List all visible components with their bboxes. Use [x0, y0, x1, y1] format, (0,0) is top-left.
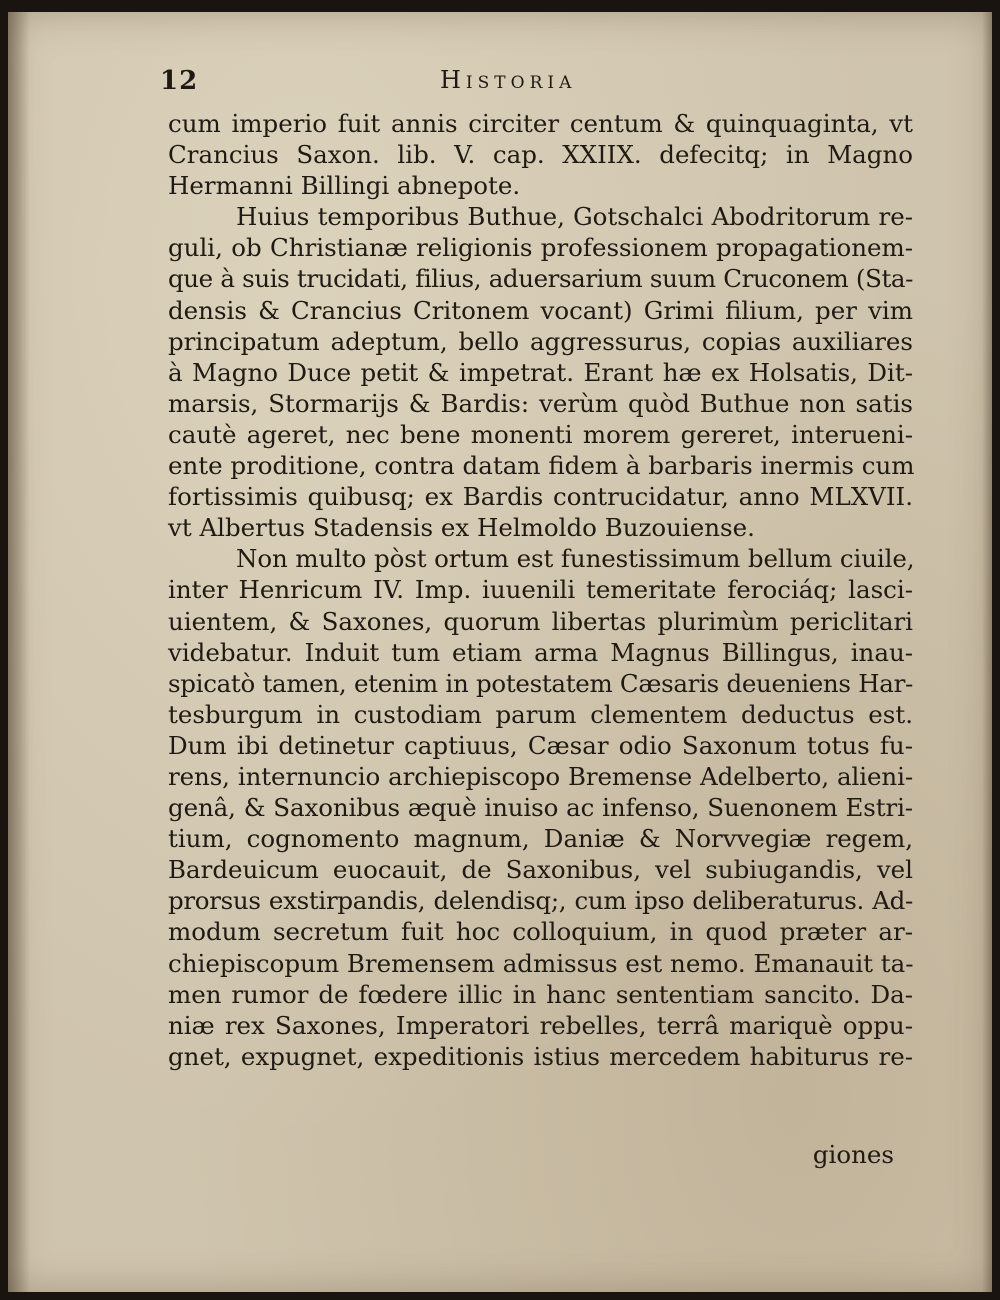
- text-line: guli, ob Christianæ religionis professionem propagationem-: [168, 233, 913, 263]
- text-line: chiepiscopum Bremensem admissus est nemo. Emanauit ta-: [168, 948, 914, 978]
- text-line: Hermanni Billingi abnepote.: [168, 171, 521, 201]
- text-line: Bardeuicum euocauit, de Saxonibus, vel subiugandis, vel: [168, 855, 913, 885]
- running-title: Historia: [440, 66, 577, 94]
- catchword: giones: [812, 1140, 894, 1169]
- text-line: spicatò tamen, etenim in potestatem Cæsaris deueniens Har-: [168, 668, 913, 698]
- text-line: prorsus exstirpandis, delendisq;, cum ipso deliberaturus. Ad-: [168, 886, 913, 916]
- paragraph-start-line: Huius temporibus Buthue, Gotschalci Abodritorum re-: [236, 202, 913, 232]
- text-line: genâ, & Saxonibus æquè inuiso ac infenso, Suenonem Estri-: [168, 793, 913, 823]
- text-line: vt Albertus Stadensis ex Helmoldo Buzouiense.: [168, 513, 755, 543]
- text-line: principatum adeptum, bello aggressurus, copias auxiliares: [168, 326, 913, 356]
- text-line: Dum ibi detinetur captiuus, Cæsar odio Saxonum totus fu-: [168, 730, 913, 760]
- text-line: marsis, Stormarijs & Bardis: verùm quòd Buthue non satis: [168, 388, 913, 418]
- text-line: uientem, & Saxones, quorum libertas plurimùm periclitari: [168, 606, 913, 636]
- text-line: à Magno Duce petit & impetrat. Erant hæ ex Holsatis, Dit-: [168, 357, 913, 387]
- text-line: densis & Crancius Critonem vocant) Grimi filium, per vim: [168, 295, 913, 325]
- text-line: ente proditione, contra datam fidem à barbaris inermis cum: [168, 451, 915, 481]
- text-line: tium, cognomento magnum, Daniæ & Norvvegiæ regem,: [168, 824, 913, 854]
- paragraph-start-line: Non multo pòst ortum est funestissimum bellum ciuile,: [236, 544, 915, 574]
- text-line: niæ rex Saxones, Imperatori rebelles, terrâ mariquè oppu-: [168, 1010, 913, 1040]
- text-line: tesburgum in custodiam parum clementem deductus est.: [168, 699, 913, 729]
- text-line: Crancius Saxon. lib. V. cap. XXIIX. defecitq; in Magno: [168, 140, 913, 170]
- page-header: [158, 60, 908, 100]
- text-line: inter Henricum IV. Imp. iuuenili temeritate ferociáq; lasci-: [168, 575, 913, 605]
- text-line: gnet, expugnet, expeditionis istius mercedem habiturus re-: [168, 1041, 913, 1071]
- book-page: [8, 12, 992, 1292]
- text-line: videbatur. Induit tum etiam arma Magnus Billingus, inau-: [168, 637, 913, 667]
- text-line: rens, internuncio archiepiscopo Bremense Adelberto, alieni-: [168, 761, 913, 791]
- text-line: cum imperio fuit annis circiter centum & quinquaginta, vt: [168, 109, 913, 138]
- body-text: [168, 108, 913, 1072]
- text-line: modum secretum fuit hoc colloquium, in quod præter ar-: [168, 917, 913, 947]
- page-number: 12: [160, 66, 199, 96]
- text-line: cautè ageret, nec bene monenti morem gereret, interueni-: [168, 419, 913, 449]
- page-edge-shadow: [982, 12, 992, 1292]
- spine-shadow: [8, 12, 30, 1292]
- text-line: men rumor de fœdere illic in hanc sententiam sancito. Da-: [168, 979, 913, 1009]
- text-line: fortissimis quibusq; ex Bardis contrucidatur, anno MLXVII.: [168, 482, 913, 512]
- text-line: que à suis trucidati, filius, aduersarium suum Cruconem (Sta-: [168, 264, 913, 294]
